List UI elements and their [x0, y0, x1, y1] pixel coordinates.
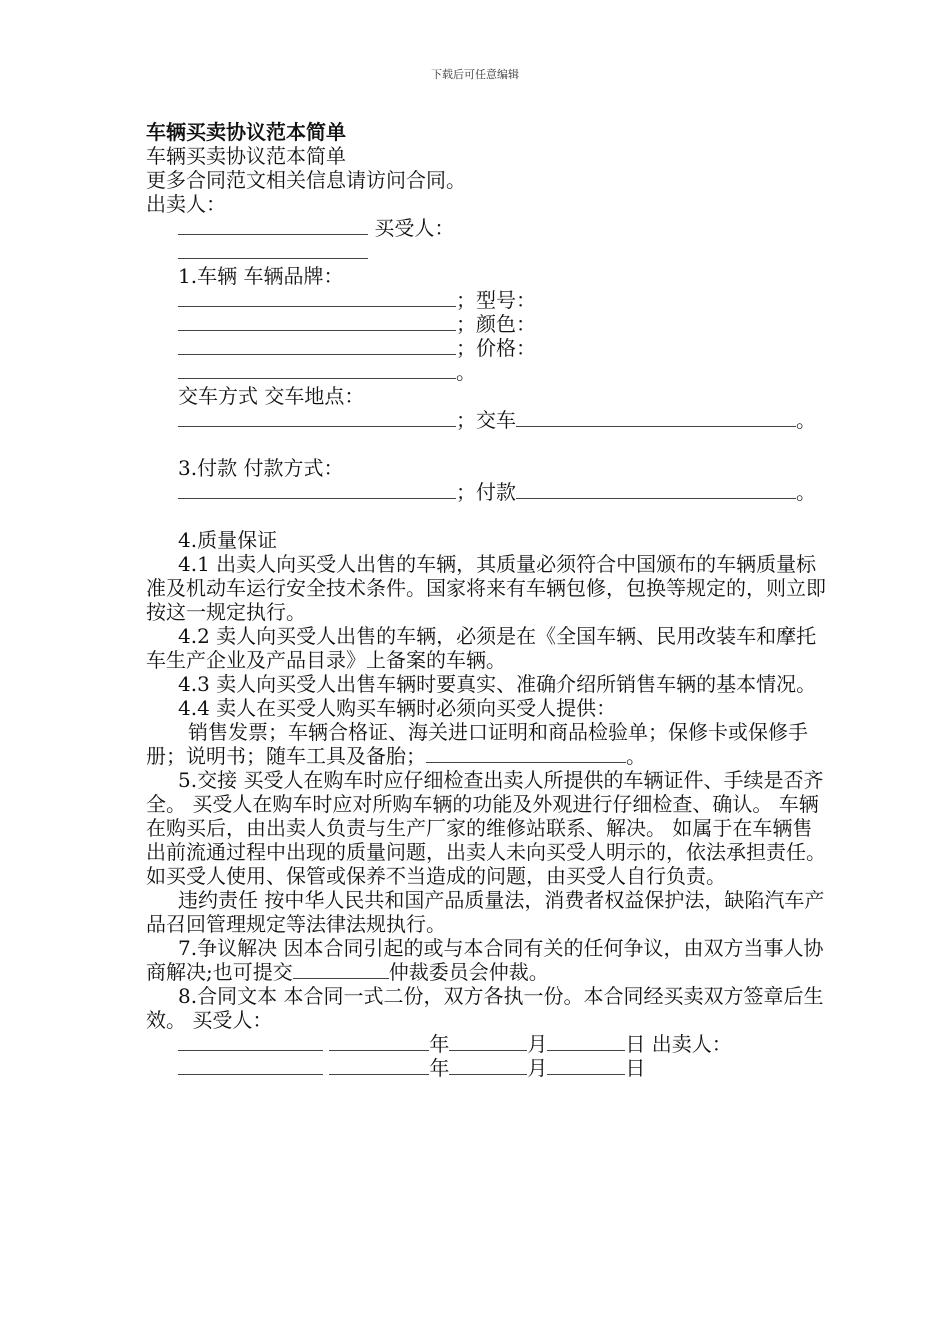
buyer-line: [146, 216, 826, 240]
period: 。: [796, 408, 816, 432]
clause-4-2: 4.2 卖人向买受人出售的车辆，必须是在《全国车辆、民用改装车和摩托车生产企业及产品目录》上备案的车辆。: [146, 624, 817, 672]
color-label: ；颜色：: [456, 312, 536, 336]
document-subtitle: 车辆买卖协议范本简单: [146, 144, 346, 168]
year-label: 年: [429, 1056, 450, 1080]
buyer-label: 买受人：: [374, 216, 455, 240]
buyer-month-blank: [449, 1032, 527, 1051]
delivery-place-blank: [178, 408, 456, 427]
section-8: 8.合同文本 本合同一式二份，双方各执一份。本合同经买卖双方签章后生效。 买受人：: [146, 984, 824, 1032]
section-7: [146, 936, 826, 984]
intro-line: 更多合同范文相关信息请访问合同。: [146, 168, 466, 192]
brand-blank: [178, 288, 456, 307]
period: 。: [456, 360, 476, 384]
month-label: 月: [527, 1056, 548, 1080]
items-text: 销售发票；车辆合格证、海关进口证明和商品检验单；保修卡或保修手册；说明书；随车工具及备胎；: [146, 720, 808, 768]
buyer-year-blank: [329, 1032, 429, 1051]
section-5: 5.交接 买受人在购车时应仔细检查出卖人所提供的车辆证件、手续是否齐全。 买受人在购车时应对所购车辆的功能及外观进行仔细检查、确认。 车辆在购买后，由出卖人负责与生产厂家的维修站联系、解决。 如属于在车辆售出前流通过程中出现的质量问题，出卖人未向买受人明示的，依法承担责任。如买受人使用、保管或保养不当造成的问题，由买受人自行负责。: [146, 768, 826, 888]
year-label: 年: [429, 1032, 450, 1056]
price-label: ；价格：: [456, 336, 536, 360]
page-header: 下载后可任意编辑: [431, 68, 519, 81]
period: 。: [626, 744, 646, 768]
clause-4-4: 4.4 卖人在买受人购买车辆时必须向买受人提供：: [178, 696, 617, 720]
section-3-title: 3.付款 付款方式：: [178, 456, 344, 480]
clause-4-1: 4.1 出卖人向买受人出售的车辆，其质量必须符合中国颁布的车辆质量标准及机动车运行安全技术条件。国家将来有车辆包修，包换等规定的，则立即按这一规定执行。: [146, 552, 826, 624]
payment-label: ；付款: [456, 480, 516, 504]
buyer-blank-line: [146, 240, 826, 264]
delivery-label: ；交车: [456, 408, 516, 432]
color-blank: [178, 336, 456, 355]
day-label: 日: [625, 1032, 646, 1056]
payment-method-blank: [178, 480, 456, 499]
seller-sign-blank: [178, 1056, 323, 1075]
section-4-title: 4.质量保证: [178, 528, 278, 552]
clause-4-4-items: [146, 720, 826, 768]
s7-tail: 仲裁委员会仲裁。: [388, 960, 549, 984]
seller-day-blank: [547, 1056, 625, 1075]
clause-4-3: 4.3 卖人向买受人出售车辆时要真实、准确介绍所销售车辆的基本情况。: [178, 672, 817, 696]
seller-blank: [178, 216, 368, 235]
items-blank: [426, 744, 626, 763]
seller-month-blank: [449, 1056, 527, 1075]
seller-sign-line: [146, 1056, 826, 1080]
buyer-sign-line: [146, 1032, 826, 1056]
seller-label: 出卖人：: [146, 192, 226, 216]
arbitration-blank: [293, 960, 389, 979]
seller-sign-label: 出卖人：: [645, 1032, 732, 1056]
model-label: ；型号：: [456, 288, 536, 312]
seller-year-blank: [329, 1056, 429, 1075]
buyer-day-blank: [547, 1032, 625, 1051]
document-title: 车辆买卖协议范本简单: [146, 120, 346, 144]
buyer-sign-blank: [178, 1032, 323, 1051]
payment-time-blank: [516, 480, 796, 499]
price-blank: [178, 360, 456, 379]
delivery-time-blank: [516, 408, 796, 427]
model-blank: [178, 312, 456, 331]
document-body: [146, 120, 826, 1080]
period: 。: [796, 480, 816, 504]
s7-text: 7.争议解决 因本合同引起的或与本合同有关的任何争议，由双方当事人协商解决;也可提交: [146, 936, 824, 984]
buyer-blank: [178, 240, 368, 259]
section-6: 违约责任 按中华人民共和国产品质量法，消费者权益保护法，缺陷汽车产品召回管理规定等法律法规执行。: [146, 888, 825, 936]
delivery-title: 交车方式 交车地点：: [178, 384, 365, 408]
brand-line: [146, 288, 826, 312]
section-1-title: 1.车辆 车辆品牌：: [178, 264, 344, 288]
payment-line: [146, 480, 826, 504]
price-line: [146, 360, 826, 384]
day-label: 日: [625, 1056, 646, 1080]
color-line: [146, 336, 826, 360]
model-line: [146, 312, 826, 336]
month-label: 月: [527, 1032, 548, 1056]
delivery-line: [146, 408, 826, 432]
